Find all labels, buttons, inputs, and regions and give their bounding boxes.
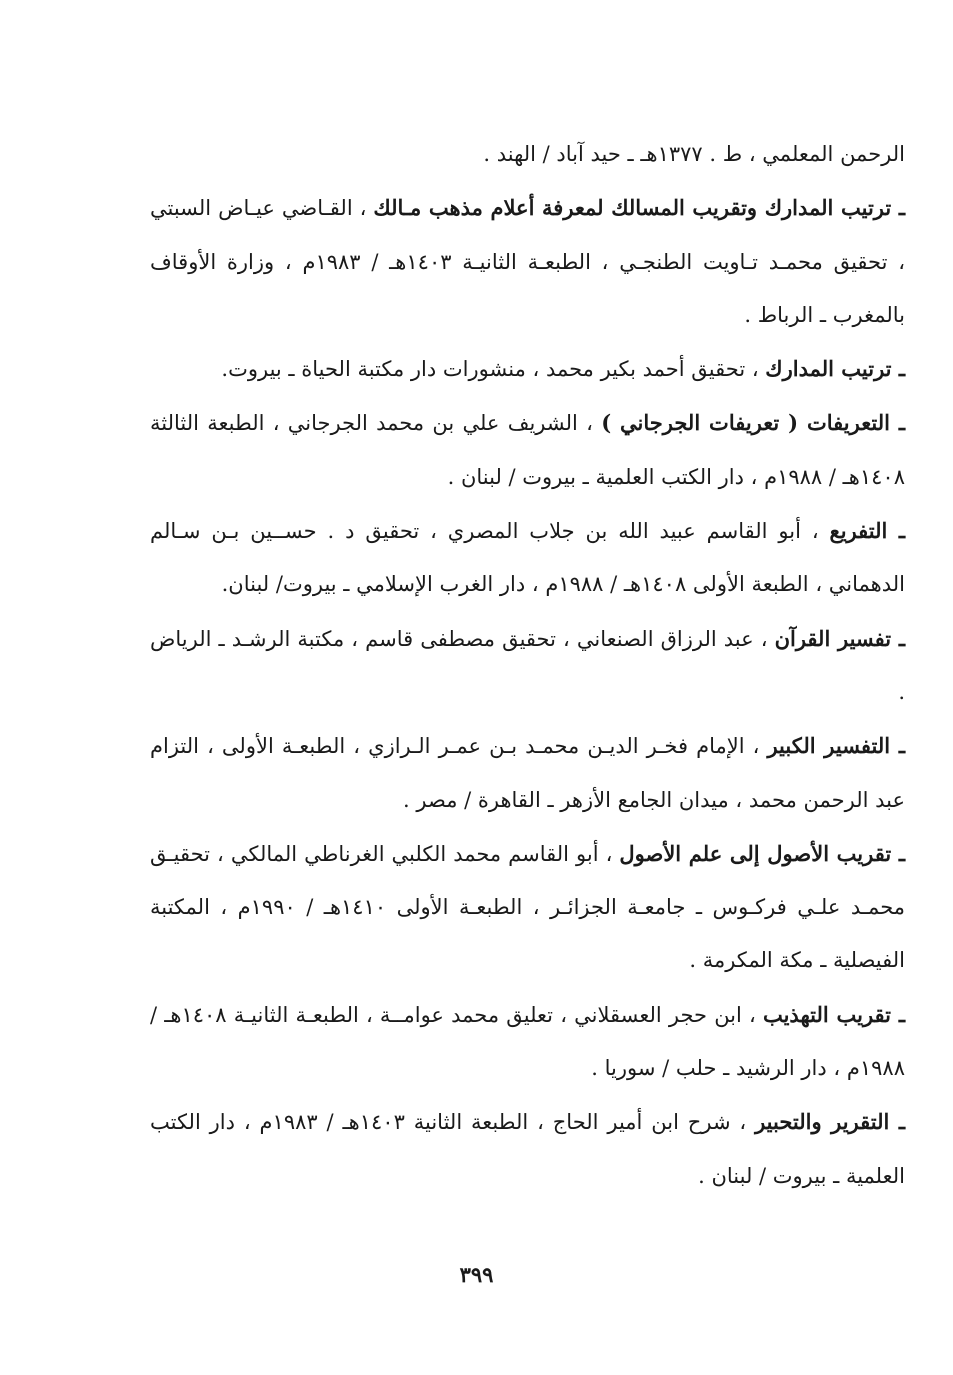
bibliography-entry — [150, 181, 905, 342]
entry-title: ـ التعريفات ( تعريفات الجرجاني ) — [601, 410, 905, 436]
bibliography-entry — [150, 719, 905, 827]
bibliography-entry — [150, 342, 905, 396]
entry-title: ـ تقريب التهذيب — [762, 1001, 905, 1027]
entry-details: ، تحقيق أحمد بكير محمد ، منشورات دار مكتبة الحياة ـ بيروت. — [221, 357, 766, 382]
entry-details: ، عبد الرزاق الصنعاني ، تحقيق مصطفى قاسم ، مكتبة الرشـد ـ الرياض . — [150, 626, 905, 704]
bibliography-entry — [150, 1095, 905, 1203]
bibliography-entry — [150, 504, 905, 612]
bibliography-entry — [150, 396, 905, 504]
bibliography-page — [150, 128, 905, 1203]
entry-details: ، الشريف علي بن محمد الجرجاني ، الطبعة الثالثة ١٤٠٨هـ / ١٩٨٨م ، دار الكتب العلمية ـ بيروت / لبنان . — [150, 411, 905, 489]
entry-details: ، الإمام فخـر الديـن محمـد بـن عمـر الـرازي ، الطبعـة الأولى ، التزام عبد الرحمن محمد ، ميدان الجامع الأزهر ـ القاهرة / مصر . — [150, 734, 905, 812]
bibliography-entry — [150, 988, 905, 1096]
entry-title: ـ التفسير الكبير — [767, 733, 905, 759]
entry-title: ـ تفسير القرآن — [774, 625, 905, 651]
entry-details: ، ابن حجر العسقلاني ، تعليق محمد عوامــة ، الطبعـة الثانيـة ١٤٠٨هـ / ١٩٨٨م ، دار الرشيد ـ حلب / سوريا . — [150, 1002, 905, 1081]
bibliography-entry — [150, 827, 905, 988]
entry-title: ـ التفريع — [829, 518, 906, 544]
entry-details: ، أبو القاسم محمد الكلبي الغرناطي المالكي ، تحقيـق محمـد علـي فركـوس ـ جامعـة الجزائـر ، الطبعـة الأولى ١٤١٠هـ / ١٩٩٠م ، المكتبة الفيصلية ـ مكة المكرمة . — [150, 841, 905, 973]
entry-details: ، أبو القاسم عبيد الله بن جلاب المصري ، تحقيق د . حســين بـن سـالم الدهماني ، الطبعة الأولى ١٤٠٨هـ / ١٩٨٨م ، دار الغرب الإسلامي ـ بيروت/ لبنان. — [150, 519, 905, 597]
entry-title: ـ التقرير والتحبير — [755, 1109, 905, 1135]
entry-title: ـ ترتيب المدارك — [765, 356, 905, 382]
entry-details: ، شرح ابن أمير الحاج ، الطبعة الثانية ١٤٠٣هـ / ١٩٨٣م ، دار الكتب العلمية ـ بيروت / لبنان . — [150, 1110, 905, 1188]
entry-details: ، القـاضي عيـاض السبتي ، تحقيق محمـد تـاويت الطنجـي ، الطبعـة الثانيـة ١٤٠٣هـ / ١٩٨٣م ، وزارة الأوقاف بالمغرب ـ الرباط . — [150, 196, 905, 327]
page-number: ٣٩٩ — [459, 1262, 494, 1287]
bibliography-entry — [150, 612, 905, 720]
continuation-line: الرحمن المعلمي ، ط . ١٣٧٧هـ ـ حيد آباد / الهند . — [483, 142, 905, 166]
entry-title: ـ تقريب الأصول إلى علم الأصول — [619, 840, 906, 866]
entry-title: ـ ترتيب المدارك وتقريب المسالك لمعرفة أعلام مذهب مـالك — [373, 195, 905, 221]
